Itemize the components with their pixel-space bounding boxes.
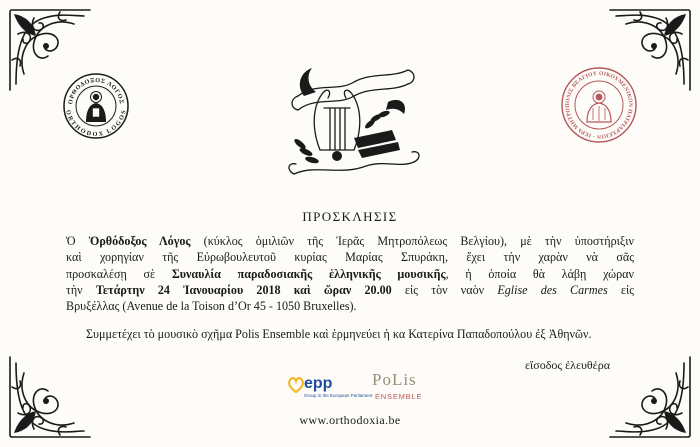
epp-heart-icon xyxy=(287,376,305,394)
emphasis-text: Συναυλία παραδοσιακῆς ἑλληνικῆς μουσικῆς xyxy=(171,266,446,281)
website-url: www.orthodoxia.be xyxy=(299,413,401,427)
body-line: Ὁ Ὀρθόδοξος Λόγος (κύκλος ὁμιλιῶν τῆς Ἱερᾶς Μητροπόλεως Βελγίου), μὲ τὴν ὑποστήριξιν xyxy=(66,234,634,248)
body-line: Βρυξέλλας (Avenue de la Toison d’Or 45 - 1050 Bruxelles). xyxy=(66,299,357,314)
emphasis-text: Ὀρθόδοξος Λόγος xyxy=(88,234,191,248)
invitation-title: ΠΡΟΣΚΛΗΣΙΣ xyxy=(302,209,398,224)
svg-text:ORTHODOX LOGOS: ORTHODOX LOGOS xyxy=(64,109,128,139)
polis-wordmark: PoLis xyxy=(372,370,417,389)
corner-ornament-bottom-left xyxy=(4,351,96,443)
sponsor-logos xyxy=(287,372,437,406)
body-line: καὶ χορηγίαν τῆς Εὐρωβουλευτοῦ κυρίας Μαρίας Σπυράκη, ἔχει τὴν χαρὰν νὰ σᾶς xyxy=(66,250,634,265)
free-entry-note: εἴσοδος ἐλευθέρα xyxy=(524,358,610,372)
venue-name: Eglise des Carmes xyxy=(497,282,608,297)
polis-ensemble-logo xyxy=(369,372,433,406)
lyre-emblem-illustration xyxy=(276,52,426,184)
invitation-body xyxy=(66,233,634,314)
body-line: προσκαλέσῃ σὲ Συναυλία παραδοσιακῆς ἑλληνικῆς μουσικῆς, ἡ ὁποία θὰ λάβῃ χώραν xyxy=(66,266,634,281)
body-line: τὴν Τετάρτην 24 Ἰανουαρίου 2018 καὶ ὥραν 20.00 εἰς τὸν ναὸν Eglise des Carmes εἰς xyxy=(66,282,635,297)
epp-group-logo xyxy=(287,372,373,406)
svg-text:ΟΙΚΟΥΜΕΝΙΚΟΝ ΠΑΤΡΙΑΡΧΕΙΟΝ · ΙΕ: ΟΙΚΟΥΜΕΝΙΚΟΝ ΠΑΤΡΙΑΡΧΕΙΟΝ · ΙΕΡΑ ΜΗΤΡΟΠΟΛΙΣ ΒΕΛΓΙΟΥ xyxy=(564,70,633,140)
polis-subtitle: ENSEMBLE xyxy=(375,392,423,401)
orthodox-logos-seal xyxy=(62,72,130,140)
participation-note: Συμμετέχει τὸ μουσικὸ σχῆμα Polis Ensemble καὶ ἑρμηνεύει ἡ κα Κατερίνα Παπαδοπούλου ἐξ Ἀθηνῶν. xyxy=(86,327,592,341)
epp-wordmark: epp xyxy=(304,375,333,392)
epp-subtitle: Group in the European Parliament xyxy=(304,393,373,398)
emphasis-text: Τετάρτην 24 Ἰανουαρίου 2018 καὶ ὥραν 20.00 xyxy=(95,282,392,297)
svg-text:ΟΡΘΟΔΟΞΟΣ ΛΟΓΟΣ: ΟΡΘΟΔΟΞΟΣ ΛΟΓΟΣ xyxy=(66,76,125,105)
metropolis-belgium-seal xyxy=(560,66,638,144)
corner-ornament-bottom-right xyxy=(604,351,696,443)
